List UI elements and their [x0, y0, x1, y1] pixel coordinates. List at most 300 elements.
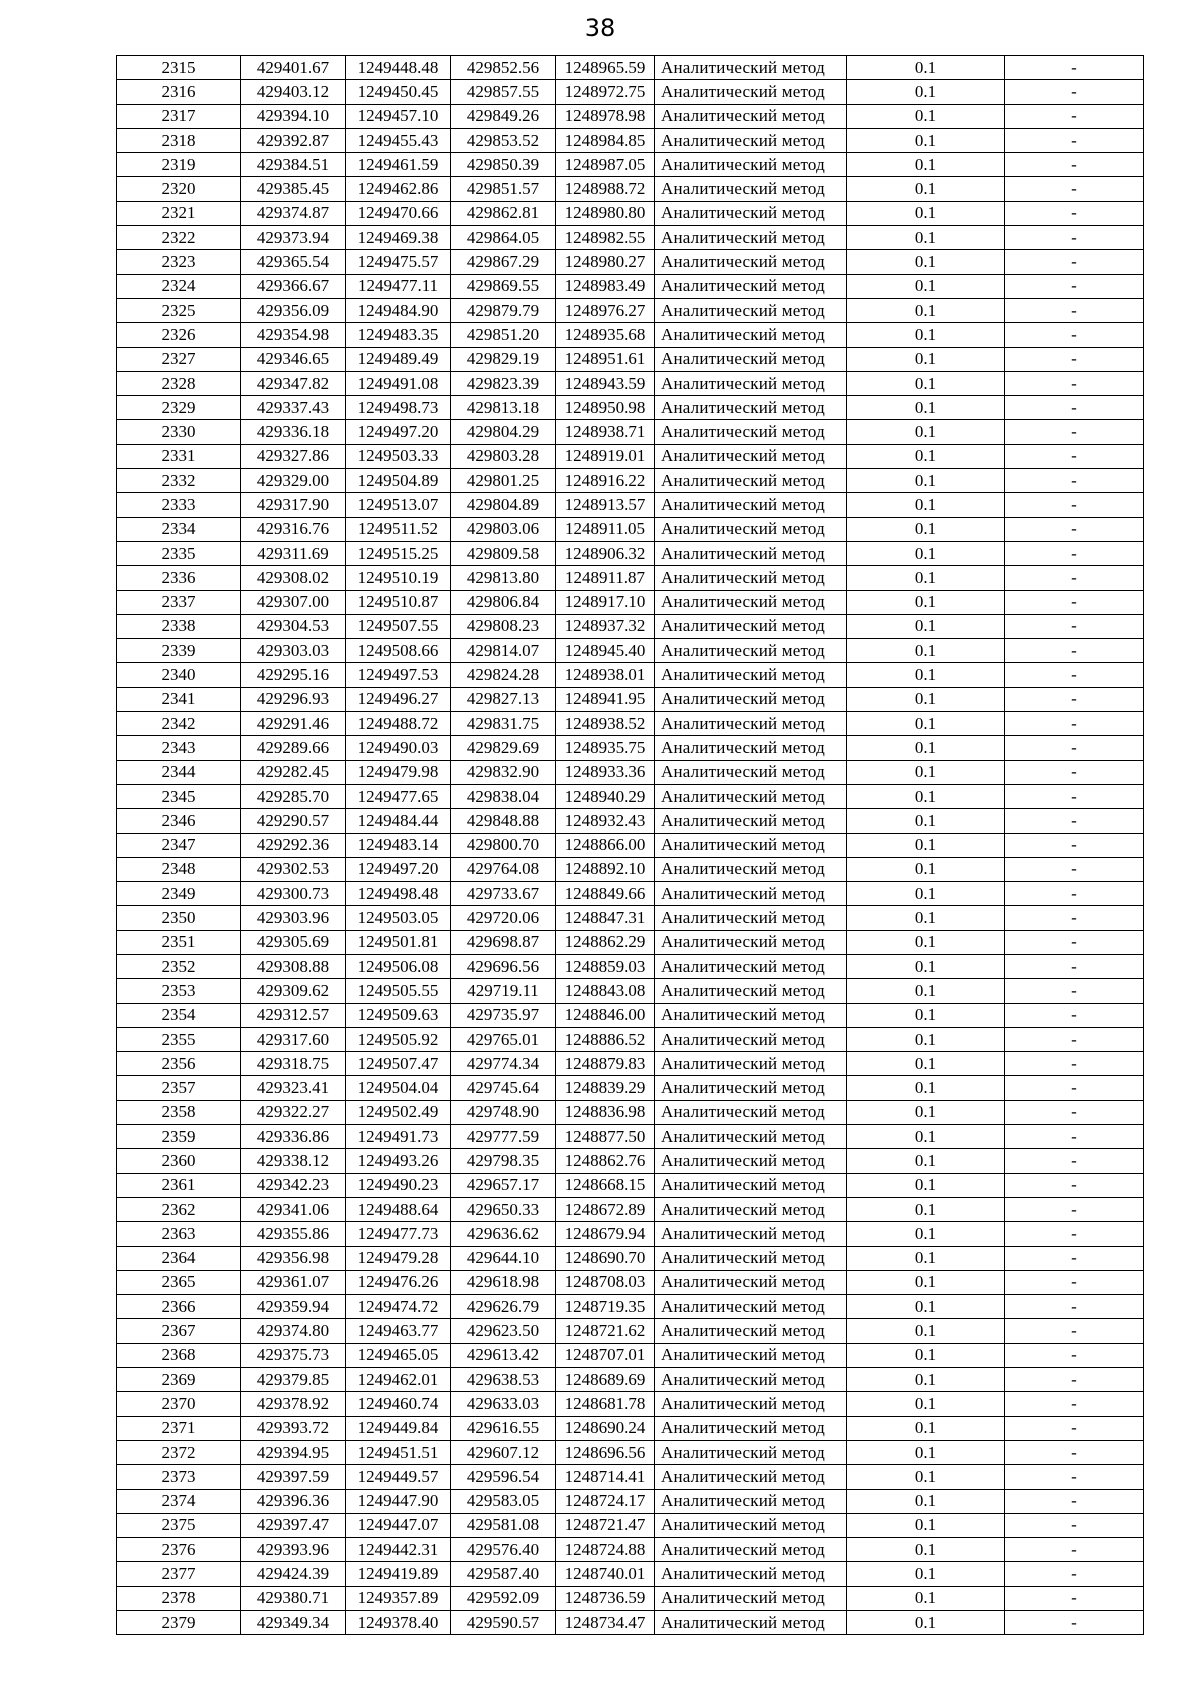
table-row: [117, 541, 1144, 565]
method-cell: Аналитический метод: [655, 1465, 847, 1489]
point-number-cell: 2322: [117, 226, 241, 250]
table-row: [117, 1100, 1144, 1124]
x1-cell: 429305.69: [241, 930, 346, 954]
point-number-cell: 2347: [117, 833, 241, 857]
dash-cell: -: [1005, 809, 1144, 833]
x2-cell: 429587.40: [451, 1562, 556, 1586]
dash-cell: -: [1005, 1392, 1144, 1416]
y2-cell: 1248940.29: [556, 784, 655, 808]
method-cell: Аналитический метод: [655, 687, 847, 711]
point-number-cell: 2325: [117, 298, 241, 322]
method-cell: Аналитический метод: [655, 614, 847, 638]
point-number-cell: 2356: [117, 1052, 241, 1076]
table-row: [117, 1052, 1144, 1076]
x1-cell: 429304.53: [241, 614, 346, 638]
x1-cell: 429347.82: [241, 371, 346, 395]
x2-cell: 429809.58: [451, 541, 556, 565]
x2-cell: 429823.39: [451, 371, 556, 395]
x2-cell: 429867.29: [451, 250, 556, 274]
x1-cell: 429290.57: [241, 809, 346, 833]
method-cell: Аналитический метод: [655, 979, 847, 1003]
x1-cell: 429308.02: [241, 566, 346, 590]
y1-cell: 1249505.55: [346, 979, 451, 1003]
table-row: [117, 1343, 1144, 1367]
accuracy-cell: 0.1: [847, 323, 1005, 347]
x2-cell: 429850.39: [451, 153, 556, 177]
y2-cell: 1248916.22: [556, 469, 655, 493]
dash-cell: -: [1005, 639, 1144, 663]
y1-cell: 1249470.66: [346, 201, 451, 225]
accuracy-cell: 0.1: [847, 1586, 1005, 1610]
y1-cell: 1249507.55: [346, 614, 451, 638]
x2-cell: 429633.03: [451, 1392, 556, 1416]
x2-cell: 429638.53: [451, 1368, 556, 1392]
table-row: [117, 1562, 1144, 1586]
x2-cell: 429804.89: [451, 493, 556, 517]
x2-cell: 429696.56: [451, 954, 556, 978]
point-number-cell: 2361: [117, 1173, 241, 1197]
table-row: [117, 882, 1144, 906]
dash-cell: -: [1005, 1611, 1144, 1635]
y2-cell: 1248689.69: [556, 1368, 655, 1392]
dash-cell: -: [1005, 1440, 1144, 1464]
point-number-cell: 2363: [117, 1222, 241, 1246]
point-number-cell: 2332: [117, 469, 241, 493]
x1-cell: 429292.36: [241, 833, 346, 857]
table-row: [117, 347, 1144, 371]
accuracy-cell: 0.1: [847, 1246, 1005, 1270]
accuracy-cell: 0.1: [847, 1489, 1005, 1513]
dash-cell: -: [1005, 1538, 1144, 1562]
x1-cell: 429303.96: [241, 906, 346, 930]
method-cell: Аналитический метод: [655, 784, 847, 808]
x2-cell: 429650.33: [451, 1197, 556, 1221]
x1-cell: 429337.43: [241, 396, 346, 420]
point-number-cell: 2342: [117, 712, 241, 736]
point-number-cell: 2331: [117, 444, 241, 468]
x2-cell: 429808.23: [451, 614, 556, 638]
accuracy-cell: 0.1: [847, 1270, 1005, 1294]
y2-cell: 1248988.72: [556, 177, 655, 201]
x2-cell: 429853.52: [451, 128, 556, 152]
dash-cell: -: [1005, 128, 1144, 152]
method-cell: Аналитический метод: [655, 833, 847, 857]
y1-cell: 1249463.77: [346, 1319, 451, 1343]
x2-cell: 429765.01: [451, 1027, 556, 1051]
method-cell: Аналитический метод: [655, 1562, 847, 1586]
y2-cell: 1248965.59: [556, 56, 655, 80]
table-row: [117, 954, 1144, 978]
y1-cell: 1249455.43: [346, 128, 451, 152]
y1-cell: 1249493.26: [346, 1149, 451, 1173]
y1-cell: 1249496.27: [346, 687, 451, 711]
table-row: [117, 226, 1144, 250]
point-number-cell: 2334: [117, 517, 241, 541]
table-row: [117, 1149, 1144, 1173]
y2-cell: 1248941.95: [556, 687, 655, 711]
x1-cell: 429401.67: [241, 56, 346, 80]
dash-cell: -: [1005, 712, 1144, 736]
x1-cell: 429397.47: [241, 1513, 346, 1537]
table-row: [117, 1465, 1144, 1489]
x2-cell: 429590.57: [451, 1611, 556, 1635]
y2-cell: 1248987.05: [556, 153, 655, 177]
y2-cell: 1248911.05: [556, 517, 655, 541]
y2-cell: 1248690.24: [556, 1416, 655, 1440]
accuracy-cell: 0.1: [847, 566, 1005, 590]
y2-cell: 1248740.01: [556, 1562, 655, 1586]
method-cell: Аналитический метод: [655, 1416, 847, 1440]
y1-cell: 1249497.20: [346, 857, 451, 881]
point-number-cell: 2357: [117, 1076, 241, 1100]
point-number-cell: 2369: [117, 1368, 241, 1392]
y2-cell: 1248721.47: [556, 1513, 655, 1537]
y2-cell: 1248736.59: [556, 1586, 655, 1610]
accuracy-cell: 0.1: [847, 226, 1005, 250]
y1-cell: 1249465.05: [346, 1343, 451, 1367]
x1-cell: 429385.45: [241, 177, 346, 201]
x2-cell: 429848.88: [451, 809, 556, 833]
dash-cell: -: [1005, 226, 1144, 250]
dash-cell: -: [1005, 1027, 1144, 1051]
dash-cell: -: [1005, 1586, 1144, 1610]
y1-cell: 1249476.26: [346, 1270, 451, 1294]
dash-cell: -: [1005, 1052, 1144, 1076]
x2-cell: 429745.64: [451, 1076, 556, 1100]
x1-cell: 429373.94: [241, 226, 346, 250]
x1-cell: 429342.23: [241, 1173, 346, 1197]
x2-cell: 429803.06: [451, 517, 556, 541]
table-row: [117, 104, 1144, 128]
point-number-cell: 2376: [117, 1538, 241, 1562]
table-row: [117, 857, 1144, 881]
point-number-cell: 2321: [117, 201, 241, 225]
accuracy-cell: 0.1: [847, 857, 1005, 881]
table-row: [117, 1440, 1144, 1464]
method-cell: Аналитический метод: [655, 250, 847, 274]
x2-cell: 429657.17: [451, 1173, 556, 1197]
table-row: [117, 736, 1144, 760]
accuracy-cell: 0.1: [847, 396, 1005, 420]
x2-cell: 429576.40: [451, 1538, 556, 1562]
y2-cell: 1248938.52: [556, 712, 655, 736]
accuracy-cell: 0.1: [847, 954, 1005, 978]
dash-cell: -: [1005, 153, 1144, 177]
y1-cell: 1249449.84: [346, 1416, 451, 1440]
x1-cell: 429317.90: [241, 493, 346, 517]
y1-cell: 1249484.44: [346, 809, 451, 833]
table-row: [117, 1513, 1144, 1537]
x1-cell: 429329.00: [241, 469, 346, 493]
x1-cell: 429374.87: [241, 201, 346, 225]
table-row: [117, 590, 1144, 614]
accuracy-cell: 0.1: [847, 250, 1005, 274]
x2-cell: 429636.62: [451, 1222, 556, 1246]
y2-cell: 1248892.10: [556, 857, 655, 881]
table-row: [117, 80, 1144, 104]
method-cell: Аналитический метод: [655, 1611, 847, 1635]
y2-cell: 1248862.76: [556, 1149, 655, 1173]
accuracy-cell: 0.1: [847, 1343, 1005, 1367]
y2-cell: 1248919.01: [556, 444, 655, 468]
point-number-cell: 2353: [117, 979, 241, 1003]
dash-cell: -: [1005, 80, 1144, 104]
x1-cell: 429356.98: [241, 1246, 346, 1270]
dash-cell: -: [1005, 590, 1144, 614]
point-number-cell: 2317: [117, 104, 241, 128]
accuracy-cell: 0.1: [847, 177, 1005, 201]
accuracy-cell: 0.1: [847, 493, 1005, 517]
table-row: [117, 833, 1144, 857]
y1-cell: 1249460.74: [346, 1392, 451, 1416]
coordinates-table: [116, 55, 1144, 1635]
y1-cell: 1249510.19: [346, 566, 451, 590]
table-row: [117, 1586, 1144, 1610]
point-number-cell: 2374: [117, 1489, 241, 1513]
accuracy-cell: 0.1: [847, 1197, 1005, 1221]
x1-cell: 429289.66: [241, 736, 346, 760]
dash-cell: -: [1005, 1368, 1144, 1392]
x2-cell: 429764.08: [451, 857, 556, 881]
dash-cell: -: [1005, 1489, 1144, 1513]
x2-cell: 429824.28: [451, 663, 556, 687]
y2-cell: 1248714.41: [556, 1465, 655, 1489]
table-row: [117, 1295, 1144, 1319]
point-number-cell: 2360: [117, 1149, 241, 1173]
x1-cell: 429375.73: [241, 1343, 346, 1367]
y1-cell: 1249515.25: [346, 541, 451, 565]
accuracy-cell: 0.1: [847, 590, 1005, 614]
y2-cell: 1248937.32: [556, 614, 655, 638]
y2-cell: 1248836.98: [556, 1100, 655, 1124]
point-number-cell: 2364: [117, 1246, 241, 1270]
point-number-cell: 2344: [117, 760, 241, 784]
x2-cell: 429864.05: [451, 226, 556, 250]
y2-cell: 1248982.55: [556, 226, 655, 250]
x1-cell: 429394.10: [241, 104, 346, 128]
x1-cell: 429291.46: [241, 712, 346, 736]
dash-cell: -: [1005, 201, 1144, 225]
x2-cell: 429851.20: [451, 323, 556, 347]
point-number-cell: 2345: [117, 784, 241, 808]
x1-cell: 429354.98: [241, 323, 346, 347]
accuracy-cell: 0.1: [847, 1368, 1005, 1392]
y1-cell: 1249442.31: [346, 1538, 451, 1562]
y1-cell: 1249504.89: [346, 469, 451, 493]
y1-cell: 1249474.72: [346, 1295, 451, 1319]
x2-cell: 429581.08: [451, 1513, 556, 1537]
y1-cell: 1249509.63: [346, 1003, 451, 1027]
x2-cell: 429596.54: [451, 1465, 556, 1489]
table-row: [117, 614, 1144, 638]
accuracy-cell: 0.1: [847, 80, 1005, 104]
dash-cell: -: [1005, 833, 1144, 857]
x1-cell: 429316.76: [241, 517, 346, 541]
y2-cell: 1248950.98: [556, 396, 655, 420]
dash-cell: -: [1005, 1125, 1144, 1149]
accuracy-cell: 0.1: [847, 1173, 1005, 1197]
y1-cell: 1249461.59: [346, 153, 451, 177]
x2-cell: 429806.84: [451, 590, 556, 614]
method-cell: Аналитический метод: [655, 56, 847, 80]
x2-cell: 429829.69: [451, 736, 556, 760]
x2-cell: 429798.35: [451, 1149, 556, 1173]
accuracy-cell: 0.1: [847, 882, 1005, 906]
dash-cell: -: [1005, 493, 1144, 517]
table-row: [117, 250, 1144, 274]
y2-cell: 1248879.83: [556, 1052, 655, 1076]
y2-cell: 1248724.88: [556, 1538, 655, 1562]
point-number-cell: 2371: [117, 1416, 241, 1440]
table-row: [117, 1489, 1144, 1513]
accuracy-cell: 0.1: [847, 1465, 1005, 1489]
x1-cell: 429424.39: [241, 1562, 346, 1586]
point-number-cell: 2358: [117, 1100, 241, 1124]
accuracy-cell: 0.1: [847, 736, 1005, 760]
y2-cell: 1248983.49: [556, 274, 655, 298]
x1-cell: 429338.12: [241, 1149, 346, 1173]
x2-cell: 429814.07: [451, 639, 556, 663]
dash-cell: -: [1005, 663, 1144, 687]
table-row: [117, 420, 1144, 444]
page-number: 38: [584, 14, 616, 42]
x2-cell: 429803.28: [451, 444, 556, 468]
y2-cell: 1248721.62: [556, 1319, 655, 1343]
method-cell: Аналитический метод: [655, 153, 847, 177]
dash-cell: -: [1005, 517, 1144, 541]
x2-cell: 429733.67: [451, 882, 556, 906]
x1-cell: 429346.65: [241, 347, 346, 371]
accuracy-cell: 0.1: [847, 420, 1005, 444]
table-row: [117, 177, 1144, 201]
accuracy-cell: 0.1: [847, 1416, 1005, 1440]
y1-cell: 1249469.38: [346, 226, 451, 250]
point-number-cell: 2323: [117, 250, 241, 274]
accuracy-cell: 0.1: [847, 1125, 1005, 1149]
accuracy-cell: 0.1: [847, 444, 1005, 468]
dash-cell: -: [1005, 784, 1144, 808]
accuracy-cell: 0.1: [847, 1562, 1005, 1586]
x2-cell: 429592.09: [451, 1586, 556, 1610]
table-row: [117, 1027, 1144, 1051]
table-row: [117, 639, 1144, 663]
dash-cell: -: [1005, 930, 1144, 954]
table-row: [117, 566, 1144, 590]
dash-cell: -: [1005, 347, 1144, 371]
y1-cell: 1249462.86: [346, 177, 451, 201]
x2-cell: 429879.79: [451, 298, 556, 322]
point-number-cell: 2377: [117, 1562, 241, 1586]
accuracy-cell: 0.1: [847, 1222, 1005, 1246]
table-row: [117, 687, 1144, 711]
y2-cell: 1248690.70: [556, 1246, 655, 1270]
x2-cell: 429720.06: [451, 906, 556, 930]
y1-cell: 1249475.57: [346, 250, 451, 274]
y1-cell: 1249477.11: [346, 274, 451, 298]
point-number-cell: 2378: [117, 1586, 241, 1610]
y1-cell: 1249503.33: [346, 444, 451, 468]
point-number-cell: 2327: [117, 347, 241, 371]
dash-cell: -: [1005, 1416, 1144, 1440]
y1-cell: 1249489.49: [346, 347, 451, 371]
table-row: [117, 809, 1144, 833]
method-cell: Аналитический метод: [655, 541, 847, 565]
point-number-cell: 2379: [117, 1611, 241, 1635]
accuracy-cell: 0.1: [847, 1319, 1005, 1343]
method-cell: Аналитический метод: [655, 1586, 847, 1610]
dash-cell: -: [1005, 736, 1144, 760]
x1-cell: 429311.69: [241, 541, 346, 565]
method-cell: Аналитический метод: [655, 1197, 847, 1221]
x2-cell: 429777.59: [451, 1125, 556, 1149]
accuracy-cell: 0.1: [847, 760, 1005, 784]
y2-cell: 1248932.43: [556, 809, 655, 833]
point-number-cell: 2316: [117, 80, 241, 104]
table-row: [117, 1003, 1144, 1027]
dash-cell: -: [1005, 857, 1144, 881]
point-number-cell: 2370: [117, 1392, 241, 1416]
x2-cell: 429832.90: [451, 760, 556, 784]
dash-cell: -: [1005, 104, 1144, 128]
method-cell: Аналитический метод: [655, 444, 847, 468]
y2-cell: 1248847.31: [556, 906, 655, 930]
method-cell: Аналитический метод: [655, 712, 847, 736]
y2-cell: 1248943.59: [556, 371, 655, 395]
y1-cell: 1249462.01: [346, 1368, 451, 1392]
y1-cell: 1249510.87: [346, 590, 451, 614]
point-number-cell: 2335: [117, 541, 241, 565]
accuracy-cell: 0.1: [847, 56, 1005, 80]
y1-cell: 1249457.10: [346, 104, 451, 128]
x2-cell: 429851.57: [451, 177, 556, 201]
method-cell: Аналитический метод: [655, 1319, 847, 1343]
x1-cell: 429323.41: [241, 1076, 346, 1100]
accuracy-cell: 0.1: [847, 1052, 1005, 1076]
accuracy-cell: 0.1: [847, 541, 1005, 565]
accuracy-cell: 0.1: [847, 1100, 1005, 1124]
y2-cell: 1248668.15: [556, 1173, 655, 1197]
table-row: [117, 1173, 1144, 1197]
dash-cell: -: [1005, 906, 1144, 930]
point-number-cell: 2339: [117, 639, 241, 663]
dash-cell: -: [1005, 177, 1144, 201]
method-cell: Аналитический метод: [655, 1149, 847, 1173]
dash-cell: -: [1005, 298, 1144, 322]
y1-cell: 1249479.28: [346, 1246, 451, 1270]
dash-cell: -: [1005, 882, 1144, 906]
y1-cell: 1249491.73: [346, 1125, 451, 1149]
x1-cell: 429282.45: [241, 760, 346, 784]
y2-cell: 1248886.52: [556, 1027, 655, 1051]
y2-cell: 1248984.85: [556, 128, 655, 152]
y1-cell: 1249450.45: [346, 80, 451, 104]
accuracy-cell: 0.1: [847, 687, 1005, 711]
method-cell: Аналитический метод: [655, 1076, 847, 1100]
accuracy-cell: 0.1: [847, 104, 1005, 128]
y1-cell: 1249506.08: [346, 954, 451, 978]
y1-cell: 1249498.48: [346, 882, 451, 906]
y2-cell: 1248913.57: [556, 493, 655, 517]
accuracy-cell: 0.1: [847, 809, 1005, 833]
y1-cell: 1249490.23: [346, 1173, 451, 1197]
method-cell: Аналитический метод: [655, 371, 847, 395]
x1-cell: 429356.09: [241, 298, 346, 322]
y2-cell: 1248917.10: [556, 590, 655, 614]
dash-cell: -: [1005, 1076, 1144, 1100]
point-number-cell: 2329: [117, 396, 241, 420]
y1-cell: 1249504.04: [346, 1076, 451, 1100]
table-row: [117, 1416, 1144, 1440]
